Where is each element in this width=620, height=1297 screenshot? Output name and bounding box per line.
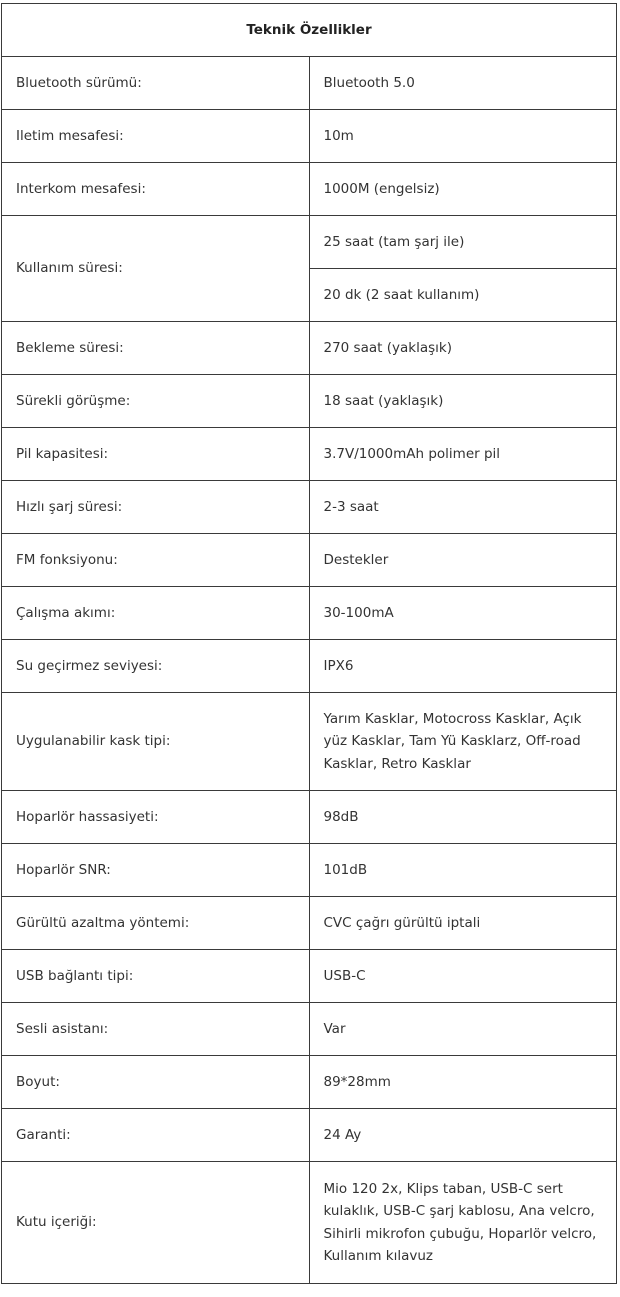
row-value: 270 saat (yaklaşık) (309, 322, 617, 375)
row-value: Destekler (309, 534, 617, 587)
row-value: USB-C (309, 950, 617, 1003)
row-value: 89*28mm (309, 1056, 617, 1109)
row-value: Var (309, 1003, 617, 1056)
table-row (2, 534, 617, 587)
row-value: 10m (309, 110, 617, 163)
row-label: Hoparlör hassasiyeti: (2, 791, 310, 844)
table-row (2, 428, 617, 481)
table-row (2, 57, 617, 110)
row-value: 30-100mA (309, 587, 617, 640)
row-value: 24 Ay (309, 1109, 617, 1162)
row-value: 101dB (309, 844, 617, 897)
row-label: Bluetooth sürümü: (2, 57, 310, 110)
table-row (2, 163, 617, 216)
table-row (2, 216, 617, 269)
row-label: Kullanım süresi: (2, 216, 310, 322)
table-row (2, 1109, 617, 1162)
row-label: Çalışma akımı: (2, 587, 310, 640)
row-label: Sürekli görüşme: (2, 375, 310, 428)
row-label: Pil kapasitesi: (2, 428, 310, 481)
table-title: Teknik Özellikler (2, 4, 617, 57)
row-value: 20 dk (2 saat kullanım) (309, 269, 617, 322)
table-row (2, 481, 617, 534)
row-value: Yarım Kasklar, Motocross Kasklar, Açık yüz Kasklar, Tam Yü Kasklarz, Off-road Kasklar, Retro Kasklar (309, 693, 617, 791)
specs-table (1, 3, 617, 1284)
row-label: Sesli asistanı: (2, 1003, 310, 1056)
row-value: IPX6 (309, 640, 617, 693)
table-row (2, 322, 617, 375)
row-value: 3.7V/1000mAh polimer pil (309, 428, 617, 481)
table-row (2, 110, 617, 163)
row-label: USB bağlantı tipi: (2, 950, 310, 1003)
row-label: Garanti: (2, 1109, 310, 1162)
row-label: Iletim mesafesi: (2, 110, 310, 163)
table-row (2, 897, 617, 950)
row-value: Bluetooth 5.0 (309, 57, 617, 110)
row-label: Boyut: (2, 1056, 310, 1109)
table-row (2, 950, 617, 1003)
table-row (2, 791, 617, 844)
row-label: FM fonksiyonu: (2, 534, 310, 587)
table-row (2, 1003, 617, 1056)
row-value: 25 saat (tam şarj ile) (309, 216, 617, 269)
row-value: 18 saat (yaklaşık) (309, 375, 617, 428)
table-row (2, 375, 617, 428)
table-row (2, 1162, 617, 1284)
table-row (2, 1056, 617, 1109)
row-label: Bekleme süresi: (2, 322, 310, 375)
row-value: 1000M (engelsiz) (309, 163, 617, 216)
row-label: Kutu içeriği: (2, 1162, 310, 1284)
table-row (2, 844, 617, 897)
row-label: Hızlı şarj süresi: (2, 481, 310, 534)
row-value: CVC çağrı gürültü iptali (309, 897, 617, 950)
row-label: Hoparlör SNR: (2, 844, 310, 897)
row-label: Interkom mesafesi: (2, 163, 310, 216)
table-row (2, 587, 617, 640)
table-row (2, 693, 617, 791)
row-value: 98dB (309, 791, 617, 844)
row-label: Gürültü azaltma yöntemi: (2, 897, 310, 950)
table-row (2, 640, 617, 693)
table-header-row (2, 4, 617, 57)
row-value: Mio 120 2x, Klips taban, USB-C sert kulaklık, USB-C şarj kablosu, Ana velcro, Sihirli mikrofon çubuğu, Hoparlör velcro, Kullanım kılavuz (309, 1162, 617, 1284)
row-label: Su geçirmez seviyesi: (2, 640, 310, 693)
row-label: Uygulanabilir kask tipi: (2, 693, 310, 791)
row-value: 2-3 saat (309, 481, 617, 534)
